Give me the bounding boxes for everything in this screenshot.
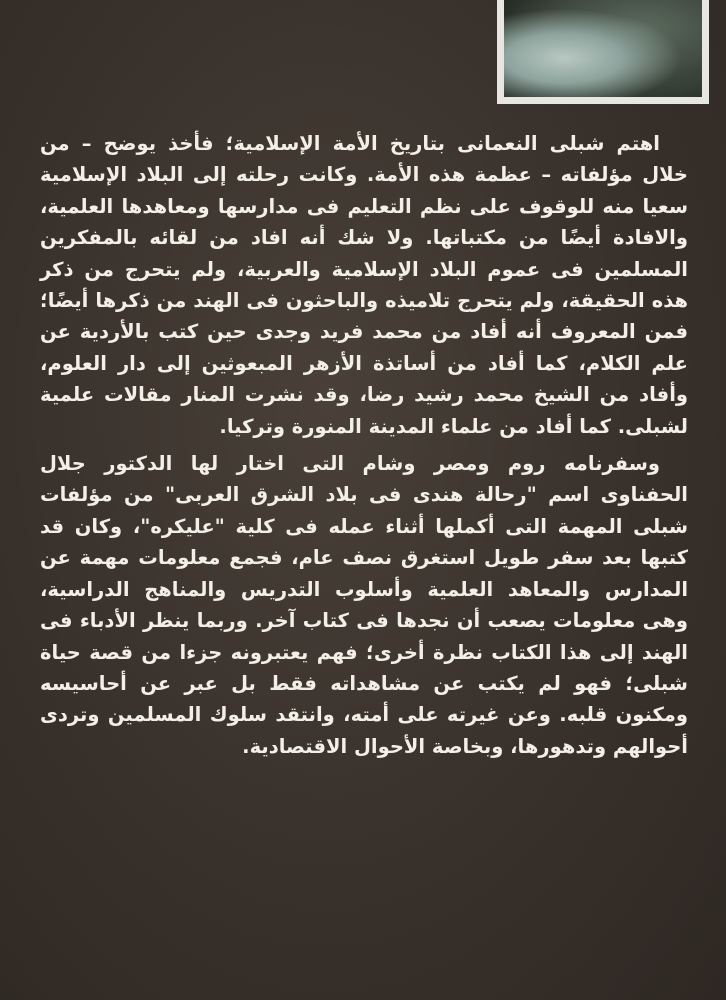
author-photo bbox=[504, 0, 702, 97]
paragraph-2: وسفرنامه روم ومصر وشام التى اختار لها الدكتور جلال الحفناوى اسم "رحالة هندى فى بلاد الشرق العربى" من مؤلفات شبلى المهمة التى أكملها أثناء عمله فى كلية "عليكره"، وكان قد كتبها بعد سفر طويل استغرق نصف عام، فجمع معلومات مهمة عن المدارس والمعاهد العلمية وأسلوب التدريس والمناهج الدراسية، وهى معلومات يصعب أن نجدها فى كتاب آخر. وربما ينظر الأدباء فى الهند إلى هذا الكتاب نظرة أخرى؛ فهم يعتبرونه جزءا من قصة حياة شبلى؛ فهو لم يكتب عن مشاهداته فقط بل عبر عن أحاسيسه ومكنون قلبه. وعن غيرته على أمته، وانتقد سلوك المسلمين وتردى أحوالهم وتدهورها، وبخاصة الأحوال الاقتصادية. bbox=[40, 452, 688, 758]
author-photo-frame bbox=[497, 0, 709, 104]
paragraph-1: اهتم شبلى النعمانى بتاريخ الأمة الإسلامية؛ فأخذ يوضح – من خلال مؤلفاته – عظمة هذه الأمة. وكانت رحلته إلى البلاد الإسلامية سعيا منه للوقوف على نظم التعليم فى مدارسها ومعاهدها العلمية، والافادة أيضًا من مكتباتها. ولا شك أنه افاد من لقائه بالمفكرين المسلمين فى عموم البلاد الإسلامية والعربية، ولم يتحرج من ذكر هذه الحقيقة، ولم يتحرج تلاميذه والباحثون فى الهند من ذكرها أيضًا؛ فمن المعروف أنه أفاد من محمد فريد وجدى حين كتب بالأردية عن علم الكلام، كما أفاد من أساتذة الأزهر المبعوثين إلى دار العلوم، وأفاد من الشيخ محمد رشيد رضا، وقد نشرت المنار مقالات علمية لشبلى. كما أفاد من علماء المدينة المنورة وتركيا. bbox=[40, 132, 688, 438]
cover-text-block bbox=[40, 128, 688, 762]
